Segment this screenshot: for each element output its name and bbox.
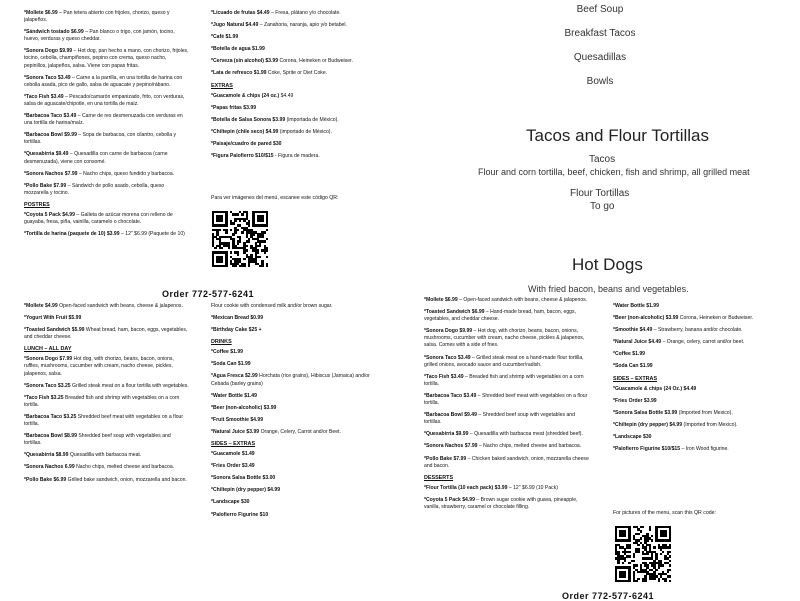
item-desc: Horchata (rice grains), Hibiscus (Jamaica) and/or Cebada (barley grains) <box>211 373 370 387</box>
lower-c4-item <box>613 303 768 310</box>
item-desc: – Zanahoria, naranja, apio y/o betabel. <box>259 22 347 29</box>
item-desc: – Shredded beef soup with vegetables and tortillas. <box>424 412 575 426</box>
item-desc: – Iron Wood figurine. <box>681 446 729 453</box>
item-title: *Landscape $30 <box>613 433 652 440</box>
item-title: *Licuado de frutas $4.49 <box>211 10 270 16</box>
drinks-item <box>211 405 371 412</box>
lower-c3-item <box>424 374 589 388</box>
item-desc: – Quesadilla con carne de barbacoa (carne desmenuzada), viene con consomé. <box>24 151 168 165</box>
item-title: *Mexican Bread $0.99 <box>211 315 264 322</box>
item-title: *Barbacoa Taco $3.49 <box>24 113 77 120</box>
upper-mid-item <box>211 70 371 77</box>
item-desc: Hot dog, with chorizo, beans, bacon, onions, ruffles, mushrooms, cucumber with cream, nacho cheese, pickles, jalapenos, salsa. <box>24 356 174 377</box>
item-title: *Sonora Nachos 6.99 <box>24 464 75 471</box>
right-nav <box>540 4 660 87</box>
item-title: *Soda Can $1.99 <box>211 361 251 368</box>
upper-mid-item <box>211 22 371 29</box>
sides2-list <box>613 386 768 454</box>
item-title: *Toasted Sandwich $6.99 <box>424 309 485 316</box>
drinks-item <box>211 417 371 424</box>
lower-c4-item <box>613 363 768 370</box>
item-desc: Shredded beef soup with vegetables and tortillas. <box>24 433 171 447</box>
upper-left-list <box>24 10 189 197</box>
lower-left-item <box>24 315 189 322</box>
item-desc: Coke, Sprite or Diet Coke. <box>267 70 328 77</box>
item-title: *Sándwich tostado $6.99 <box>24 29 84 36</box>
item-title: *Sonora Nachos $7.99 <box>24 170 78 177</box>
item-desc: – Strawberry, banana and/or chocolate. <box>653 327 743 334</box>
item-title: *Chiltepin (chile seco) $4.99 <box>211 128 279 135</box>
item-title: *Beer (non-alcoholic) $3.99 <box>211 404 277 411</box>
item-title: *Landscape $30 <box>211 499 250 506</box>
nav-breakfast-tacos[interactable]: Breakfast Tacos <box>564 28 636 39</box>
item-title: *Botella de agua $1.99 <box>211 46 265 53</box>
lower-left-item <box>24 327 189 341</box>
extras-es-item <box>211 153 371 160</box>
item-title: *Natural Juice $3.99 <box>211 428 260 435</box>
item-desc: – Galleta de azúcar morena con relleno de guayaba, fresa, piña, vainilla, caramelo o chocolate. <box>24 211 173 225</box>
item-title: *Barbacoa Taco $3.49 <box>424 392 477 399</box>
item-desc: Quesadilla with barbacoa meat. <box>69 452 142 459</box>
lower-mid-item <box>211 327 371 334</box>
upper-left-item <box>24 113 189 127</box>
drinks-item <box>211 361 371 368</box>
item-title: *Natural Juice $4.49 <box>613 339 662 346</box>
lunch-list <box>24 356 189 483</box>
item-title: *Mollete $6.99 <box>424 297 458 303</box>
item-title: *Coffee $1.99 <box>613 351 645 358</box>
item-desc: Grilled bake sandwich, onion, mozzarella and bacon. <box>67 476 187 483</box>
lower-c3-item <box>424 393 589 407</box>
item-desc: – 12" $6.99 (10 Pack) <box>508 484 558 491</box>
item-desc: – Breaded fish and shrimp with vegetables on a corn tortilla. <box>424 373 584 387</box>
upper-left-item <box>24 29 189 43</box>
item-title: *Pollo Bake $7.99 <box>24 182 67 189</box>
item-desc: (Imported from Mexico). <box>678 409 733 416</box>
lower-c3-item <box>424 443 589 450</box>
item-desc: – Grilled steak meat on a hand-made flour tortilla, grilled onions, avocado sauce and cucumber/radish. <box>424 354 584 368</box>
drinks-item <box>211 393 371 400</box>
item-title: *Guacamole & chips (24 Oz.) $4.49 <box>613 385 697 392</box>
item-title: *Papas fritas $3.99 <box>211 104 257 111</box>
item-desc: – Sándwich de pollo asado, cebolla, queso mozzarella y tocino. <box>24 182 165 196</box>
sides-item <box>211 475 371 482</box>
postres-header: POSTRES <box>24 201 50 208</box>
item-title: *Botella de Salsa Sonora $3.99 <box>211 116 286 123</box>
item-title: *Chiltepin (dry pepper) $4.99 <box>613 421 683 428</box>
item-title: *Guacamole & chips (24 oz.) <box>211 92 280 99</box>
postres-item <box>24 212 189 226</box>
item-desc: Open-faced sandwich with beans, cheese & jalapenos. <box>59 303 183 309</box>
upper-mid-column <box>211 10 371 165</box>
drinks-item <box>211 349 371 356</box>
upper-left-column <box>24 10 189 243</box>
item-desc: Shredded beef meat with vegetables on a flour tortilla. <box>24 413 184 428</box>
item-desc: – Sopa de barbacoa, con cilantro, cebolla y tortillas. <box>24 132 177 146</box>
lower-c4-column <box>613 303 768 458</box>
qr-note-es: Para ver imágenes del menú, escanee este código QR: <box>211 195 339 201</box>
lower-c3-list <box>424 297 589 470</box>
sides2-item <box>613 386 768 393</box>
order-phone: Order 772-577-6241 <box>162 289 255 299</box>
drinks-item <box>211 373 371 387</box>
item-title: *Sonora Dogo $7.99 <box>24 356 73 363</box>
upper-mid-list <box>211 10 371 78</box>
item-title: *Palofierro Figurine $10 <box>211 511 269 518</box>
qr-code-upper[interactable] <box>212 211 268 267</box>
lower-c4-list <box>613 303 768 371</box>
sides-item <box>211 499 371 506</box>
upper-mid-item <box>211 34 371 41</box>
item-title: *Fries Order $3.49 <box>211 463 255 470</box>
item-title: *Soda Can $1.99 <box>613 363 653 370</box>
lunch-item <box>24 356 189 377</box>
postres-item <box>24 231 189 238</box>
item-desc: – Brown sugar cookie with guava, pineapple, vanilla, strawberry, caramel or chocolate filling. <box>424 496 578 510</box>
item-desc: (Imported from Mexico). <box>683 421 738 428</box>
flour-sub: Flour Tortillas <box>570 188 630 199</box>
item-title: *Quesabirria $8.99 <box>24 452 69 459</box>
lower-c3-item <box>424 412 589 426</box>
item-title: *Toasted Sandwich $5.99 <box>24 327 85 334</box>
desserts-item <box>424 485 589 492</box>
item-title: *Fruit Smoothie $4.99 <box>211 416 264 423</box>
item-desc: – Pan tetera abierto con frijoles, chorizo, queso y jalapeños. <box>24 10 170 24</box>
item-title: *Water Bottle $1.99 <box>613 303 659 309</box>
item-desc: – Hot dog, with chorizo, beans, bacon, onions, mushrooms, cucumber with cream, nacho cheese, pickles & jalapenos, salsa. Comes with a side of fries. <box>424 328 585 349</box>
hotdogs-desc: With fried bacon, beans and vegetables. <box>528 284 689 294</box>
item-desc: – Carne a la parrilla, en una tortilla de harina con cebolla asada, pico de gallo, salsa de aguacate y pepino/rábano. <box>24 74 183 88</box>
item-desc: (importado de México). <box>279 128 332 135</box>
item-title: *Barbacoa Bowl $9.99 <box>24 132 77 139</box>
item-desc: Wheat bread, ham, bacon, eggs, vegetables, and cheddar cheese. <box>24 327 188 341</box>
item-desc: – Carne de res desmenuzada con verduras en una tortilla de harina/maíz. <box>24 113 183 127</box>
lower-left-item <box>24 303 189 310</box>
upper-left-item <box>24 75 189 89</box>
item-desc: – Shredded beef meat with vegetables on a flour tortilla. <box>424 392 588 407</box>
upper-left-item <box>24 183 189 197</box>
item-desc: – Hand-made bread, ham, bacon, eggs, vegetables, and cheddar cheese. <box>424 309 576 323</box>
item-title: *Sonora Nachos $7.99 <box>424 443 478 450</box>
item-title: *Guacamole $1.49 <box>211 451 255 458</box>
item-desc: Corona, Heineken or Budweiser. <box>279 58 353 65</box>
item-title: *Beer (non-alcoholic) $3.99 <box>613 315 679 322</box>
drinks-list <box>211 349 371 436</box>
extras-es-item <box>211 141 371 148</box>
upper-left-item <box>24 48 189 69</box>
item-title: *Barbacoa Bowl $9.49 <box>424 412 477 419</box>
item-title: *Palofierro Figurine $10/$15 <box>613 446 681 453</box>
tacos-title: Tacos and Flour Tortillas <box>526 126 709 145</box>
item-title: *Taco Fish $3.49 <box>424 373 464 380</box>
item-title: *Paisaje/cuadro de pared $30 <box>211 140 282 147</box>
nav-bowls[interactable]: Bowls <box>586 76 614 87</box>
lunch-item <box>24 383 189 390</box>
item-title: *Figura Palofierro $10/$15 <box>211 153 274 160</box>
tacos-sub: Tacos <box>589 154 616 165</box>
lunch-item <box>24 414 189 428</box>
item-title: *Mollete $4.99 <box>24 303 58 309</box>
item-title: *Taco Fish $3.49 <box>24 93 64 100</box>
item-desc: (importada de México). <box>286 116 339 123</box>
extras-es-item <box>211 117 371 124</box>
desserts-item <box>424 497 589 511</box>
lunch-item <box>24 395 189 409</box>
lower-mid-item <box>211 315 371 322</box>
drinks-header: DRINKS <box>211 339 232 346</box>
lower-c4-item <box>613 351 768 358</box>
item-desc: Corona, Heineken or Budweiser. <box>679 315 754 322</box>
item-title: *Quesabirria $9.49 <box>24 151 69 158</box>
upper-mid-item <box>211 46 371 53</box>
item-title: *Pollo Bake $6.99 <box>24 476 67 483</box>
qr-note-en: For pictures of the menu, scan this QR code: <box>613 510 716 516</box>
item-title: *Sonora Taco $3.49 <box>24 74 71 81</box>
lower-mid-column <box>211 303 371 524</box>
item-desc: Grilled steak meat on a flour tortilla with vegetables. <box>72 382 189 389</box>
order-phone-lower: Order 772-577-6241 <box>562 591 655 601</box>
item-title: *Yogurt With Fruit $5.99 <box>24 315 82 322</box>
item-title: *Sonora Salsa Bottle $3.00 <box>211 475 276 482</box>
item-title: *Lata de refresco $1.99 <box>211 70 267 77</box>
nav-quesadillas[interactable]: Quesadillas <box>573 52 627 63</box>
lower-c3-item <box>424 297 589 304</box>
upper-mid-item <box>211 10 371 17</box>
sides2-item <box>613 422 768 429</box>
item-desc: Nacho chips, melted cheese and barbacoa. <box>76 464 175 471</box>
lower-c3-item <box>424 309 589 323</box>
item-title: *Sonora Salsa Bottle $3.99 <box>613 409 678 416</box>
item-desc: – Nacho chips, queso fundido y barbacoa. <box>78 170 175 177</box>
item-title: *Taco Fish $3.25 <box>24 394 64 401</box>
item-title: *Café $1.99 <box>211 34 239 41</box>
item-title: *Sonora Taco $3.25 <box>24 382 71 389</box>
lower-c4-item <box>613 315 768 322</box>
item-title: *Water Bottle $1.49 <box>211 392 257 399</box>
lunch-item <box>24 477 189 484</box>
upper-left-item <box>24 171 189 178</box>
item-title: *Barbacoa Taco $3.25 <box>24 413 77 420</box>
lower-left-list <box>24 303 189 341</box>
item-title: *Sonora Dogo $9.99 <box>24 48 73 55</box>
sides2-item <box>613 410 768 417</box>
item-title: *Birthday Cake $25 + <box>211 327 262 334</box>
lower-c4-item <box>613 327 768 334</box>
item-title: *Coyota 5 Pack $4.99 <box>424 496 475 503</box>
item-desc: – Pescado/camarón empanizado, frito, con verduras, salsa de aguacate/chipotle, en una tortilla de maíz. <box>24 93 185 107</box>
sides-item <box>211 451 371 458</box>
tacos-desc: Flour and corn tortilla, beef, chicken, fish and shrimp, all grilled meat <box>478 167 750 177</box>
sides2-item <box>613 434 768 441</box>
item-desc: Flour cookie with condensed milk and/or brown sugar. <box>211 303 333 309</box>
lower-left-column <box>24 303 189 489</box>
item-title: *Pollo Bake $7.99 <box>424 455 467 462</box>
item-title: *Flour Tortilla (10 each pack) $3.99 <box>424 484 508 491</box>
item-desc: – Chicken baked sandwich, onion, mozzarella cheese and bacon. <box>424 455 589 469</box>
item-desc: – Open-faced sandwich with beans, cheese & jalapenos. <box>459 297 588 303</box>
item-desc: - Figura de madera. <box>275 153 320 160</box>
item-desc: – 12" $6.99 (Paquete de 10) <box>121 231 185 238</box>
lower-c3-item <box>424 355 589 369</box>
item-desc: $4.49 <box>280 92 294 99</box>
sides-list <box>211 451 371 519</box>
item-desc: – Pan blanco o trigo, con jamón, tocino, huevo, verduras y queso cheddar. <box>24 29 175 43</box>
desserts-list <box>424 485 589 511</box>
item-desc: – Quesadilla with barbacoa meat (shredded beef). <box>469 431 583 438</box>
item-title: *Smoothie $4.49 <box>613 327 653 334</box>
sides2-header: SIDES – EXTRAS <box>613 375 658 382</box>
postres-list <box>24 212 189 238</box>
lower-c3-item <box>424 328 589 349</box>
item-title: *Sonora Taco $3.49 <box>424 354 471 361</box>
lower-c4-item <box>613 339 768 346</box>
extras-header: EXTRAS <box>211 82 233 89</box>
upper-left-item <box>24 151 189 165</box>
nav-beef-soup[interactable]: Beef Soup <box>576 4 624 15</box>
item-desc: Breaded fish and shrimp with vegetables on a corn tortilla. <box>24 394 180 408</box>
item-title: *Barbacoa Bowl $8.99 <box>24 433 77 440</box>
item-desc: – Orange, celery, carrot and/or beet. <box>662 339 745 346</box>
drinks-item <box>211 429 371 436</box>
item-title: *Fries Order $3.99 <box>613 397 657 404</box>
item-desc: – Nacho chips, melted cheese and barbacoa. <box>478 443 582 450</box>
upper-left-item <box>24 94 189 108</box>
upper-mid-item <box>211 58 371 65</box>
upper-left-item <box>24 132 189 146</box>
extras-es-item <box>211 93 371 100</box>
lunch-item <box>24 452 189 459</box>
lunch-item <box>24 433 189 447</box>
desserts-header: DESSERTS <box>424 474 454 481</box>
item-title: *Mollete $6.99 <box>24 10 58 16</box>
qr-code-lower[interactable] <box>615 526 671 582</box>
item-title: *Chiltepin (dry pepper) $4.99 <box>211 487 281 494</box>
flour-desc: To go <box>590 201 615 212</box>
sides2-item <box>613 446 768 453</box>
item-desc: – Fresa, plátano y/o chocolate. <box>271 10 341 16</box>
sides-header: SIDES – EXTRAS <box>211 441 256 448</box>
item-title: *Jugo Natural $4.49 <box>211 22 259 29</box>
extras-es-list <box>211 93 371 161</box>
sides2-item <box>613 398 768 405</box>
lunch-item <box>24 464 189 471</box>
item-title: *Tortilla de harina (paquete de 10) $3.99 <box>24 231 120 238</box>
lower-mid-item <box>211 303 371 310</box>
item-title: *Quesabirria $9.99 <box>424 431 469 438</box>
item-desc: Orange, Celery, Carrot and/or Beet. <box>260 428 341 435</box>
item-title: *Coffee $1.99 <box>211 349 243 356</box>
upper-left-item <box>24 10 189 24</box>
extras-es-item <box>211 105 371 112</box>
hotdogs-title: Hot Dogs <box>572 255 643 274</box>
item-title: *Coyota 5 Pack $4.99 <box>24 211 75 218</box>
extras-es-item <box>211 129 371 136</box>
sides-item <box>211 512 371 519</box>
item-title: *Agua Fresca $2.99 <box>211 373 258 380</box>
lunch-header: LUNCH – ALL DAY <box>24 346 72 353</box>
lower-c3-column <box>424 297 589 516</box>
item-title: *Sonora Dogo $9.99 <box>424 328 473 335</box>
lower-c3-item <box>424 456 589 470</box>
sides-item <box>211 487 371 494</box>
item-desc: – Hot dog, pan hecho a mano, con chorizo, frijoles, tocino, cebolla, champiñones, pepino con crema, queso nacho, pepinillos, jalapeños, salsa. Viene con papas fritas. <box>24 48 189 69</box>
lower-mid-list <box>211 303 371 334</box>
item-title: *Cerveza (sin alcohol) $3.99 <box>211 58 279 65</box>
sides-item <box>211 463 371 470</box>
lower-c3-item <box>424 431 589 438</box>
